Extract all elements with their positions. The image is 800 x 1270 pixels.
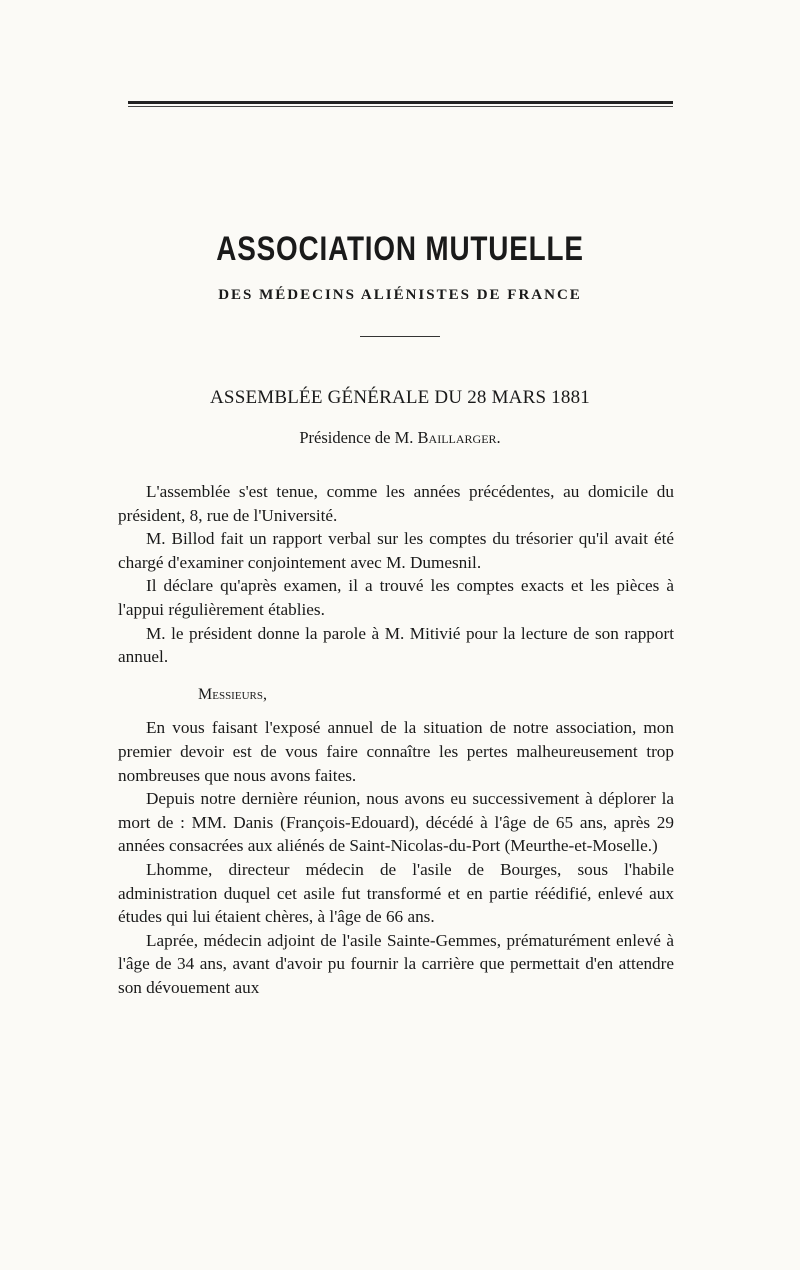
body-text bbox=[118, 480, 674, 999]
president-name: Baillarger. bbox=[417, 428, 501, 447]
report-paragraph: En vous faisant l'exposé annuel de la situation de notre association, mon premier devoir est de vous faire connaître les pertes malheureusement trop nombreuses que nous avons faites. bbox=[118, 718, 674, 785]
presidency-line bbox=[0, 428, 800, 448]
report-paragraph: Depuis notre dernière réunion, nous avons eu successivement à déplorer la mort de : MM. Danis (François-Edouard), décédé à l'âge de 65 ans, après 29 années consacrées aux aliénés de Saint-Nicolas-du-Port (Meurthe-et-Moselle.) bbox=[118, 789, 674, 856]
salutation: Messieurs, bbox=[198, 685, 267, 703]
paragraph: Il déclare qu'après examen, il a trouvé les comptes exacts et les pièces à l'appui régulièrement établies. bbox=[118, 576, 674, 619]
report-paragraph: Lhomme, directeur médecin de l'asile de Bourges, sous l'habile administration duquel cet asile fut transformé et en partie réédifié, enlevé aux études qui lui étaient chères, à l'âge de 66 ans. bbox=[118, 859, 674, 927]
presidency-prefix: Présidence de M. bbox=[299, 428, 414, 447]
association-title: ASSOCIATION MUTUELLE bbox=[216, 230, 584, 268]
paragraph: M. Billod fait un rapport verbal sur les comptes du trésorier qu'il avait été chargé d'examiner conjointement avec M. Dumesnil. bbox=[118, 529, 674, 572]
report-paragraph: Laprée, médecin adjoint de l'asile Sainte-Gemmes, prématurément enlevé à l'âge de 34 ans, avant d'avoir pu fournir la carrière que permettait d'en attendre son dévouement aux bbox=[118, 930, 674, 997]
top-rule bbox=[128, 101, 673, 104]
paragraph: L'assemblée s'est tenue, comme les années précédentes, au domicile du président, 8, rue de l'Université. bbox=[118, 482, 674, 525]
meeting-heading: ASSEMBLÉE GÉNÉRALE DU 28 MARS 1881 bbox=[210, 387, 590, 408]
divider bbox=[360, 336, 440, 337]
paragraph: M. le président donne la parole à M. Mitivié pour la lecture de son rapport annuel. bbox=[118, 623, 674, 667]
association-subtitle: DES MÉDECINS ALIÉNISTES DE FRANCE bbox=[218, 287, 582, 303]
